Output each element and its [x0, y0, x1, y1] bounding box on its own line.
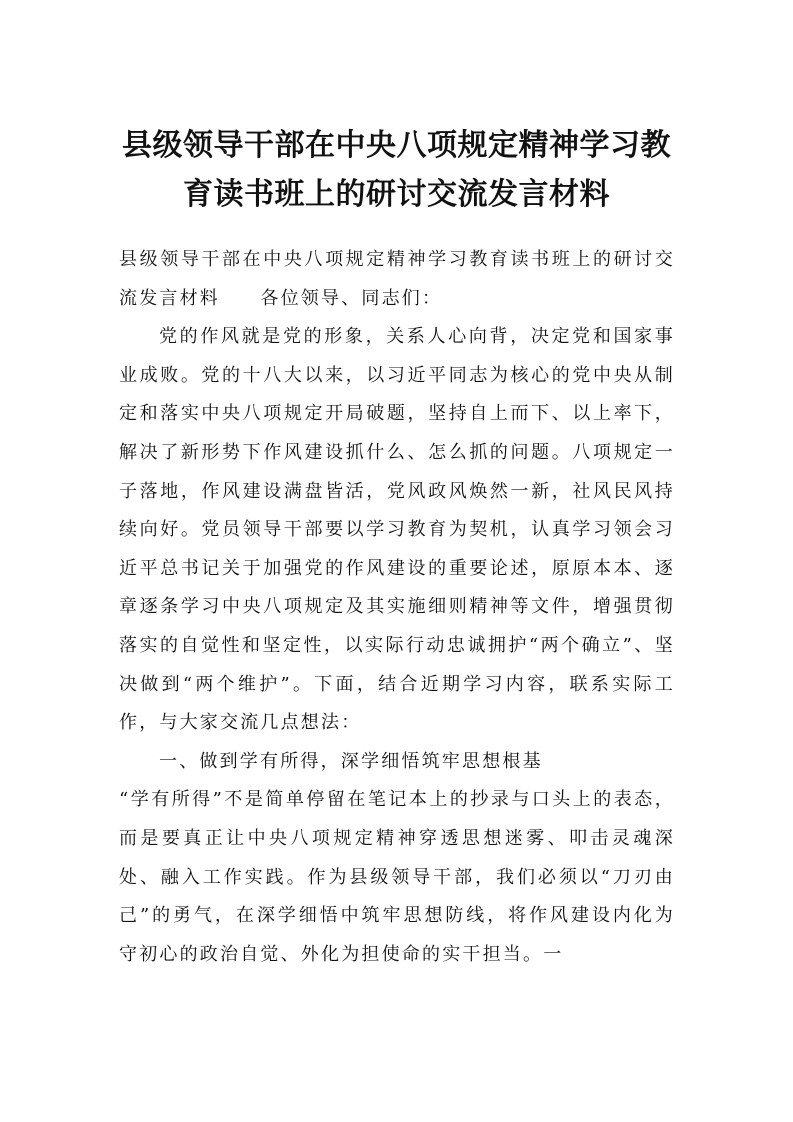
- opening-paragraph: 县级领导干部在中央八项规定精神学习教育读书班上的研讨交流发言材料 各位领导、同志们：: [119, 249, 675, 309]
- document-title-line-2: 育读书班上的研讨交流发言材料: [183, 177, 610, 212]
- section-heading: 一、做到学有所得，深学细悟筑牢思想根基: [159, 750, 543, 772]
- document-title-line-1: 县级领导干部在中央八项规定精神学习教: [122, 128, 671, 163]
- introduction-paragraph: 党的作风就是党的形象，关系人心向背，决定党和国家事业成败。党的十八大以来，以习近平同志为核心的党中央从制定和落实中央八项规定开局破题，坚持自上而下、以上率下，解决了新形势下作风建设抓什么、怎么抓的问题。八项规定一子落地，作风建设满盘皆活，党风政风焕然一新，社风民风持续向好。党员领导干部要以学习教育为契机，认真学习领会习近平总书记关于加强党的作风建设的重要论述，原原本本、逐章逐条学习中央八项规定及其实施细则精神等文件，增强贯彻落实的自觉性和坚定性，以实际行动忠诚拥护“两个确立”、坚决做到“两个维护”。下面，结合近期学习内容，联系实际工作，与大家交流几点想法：: [119, 326, 675, 734]
- section-paragraph: “学有所得”不是简单停留在笔记本上的抄录与口头上的表态，而是要真正让中央八项规定精神穿透思想迷雾、叩击灵魂深处、融入工作实践。作为县级领导干部，我们必须以“刀刃由己”的勇气，在深学细悟中筑牢思想防线，将作风建设内化为守初心的政治自觉、外化为担使命的实干担当。一: [119, 789, 675, 965]
- document-body: [119, 241, 675, 974]
